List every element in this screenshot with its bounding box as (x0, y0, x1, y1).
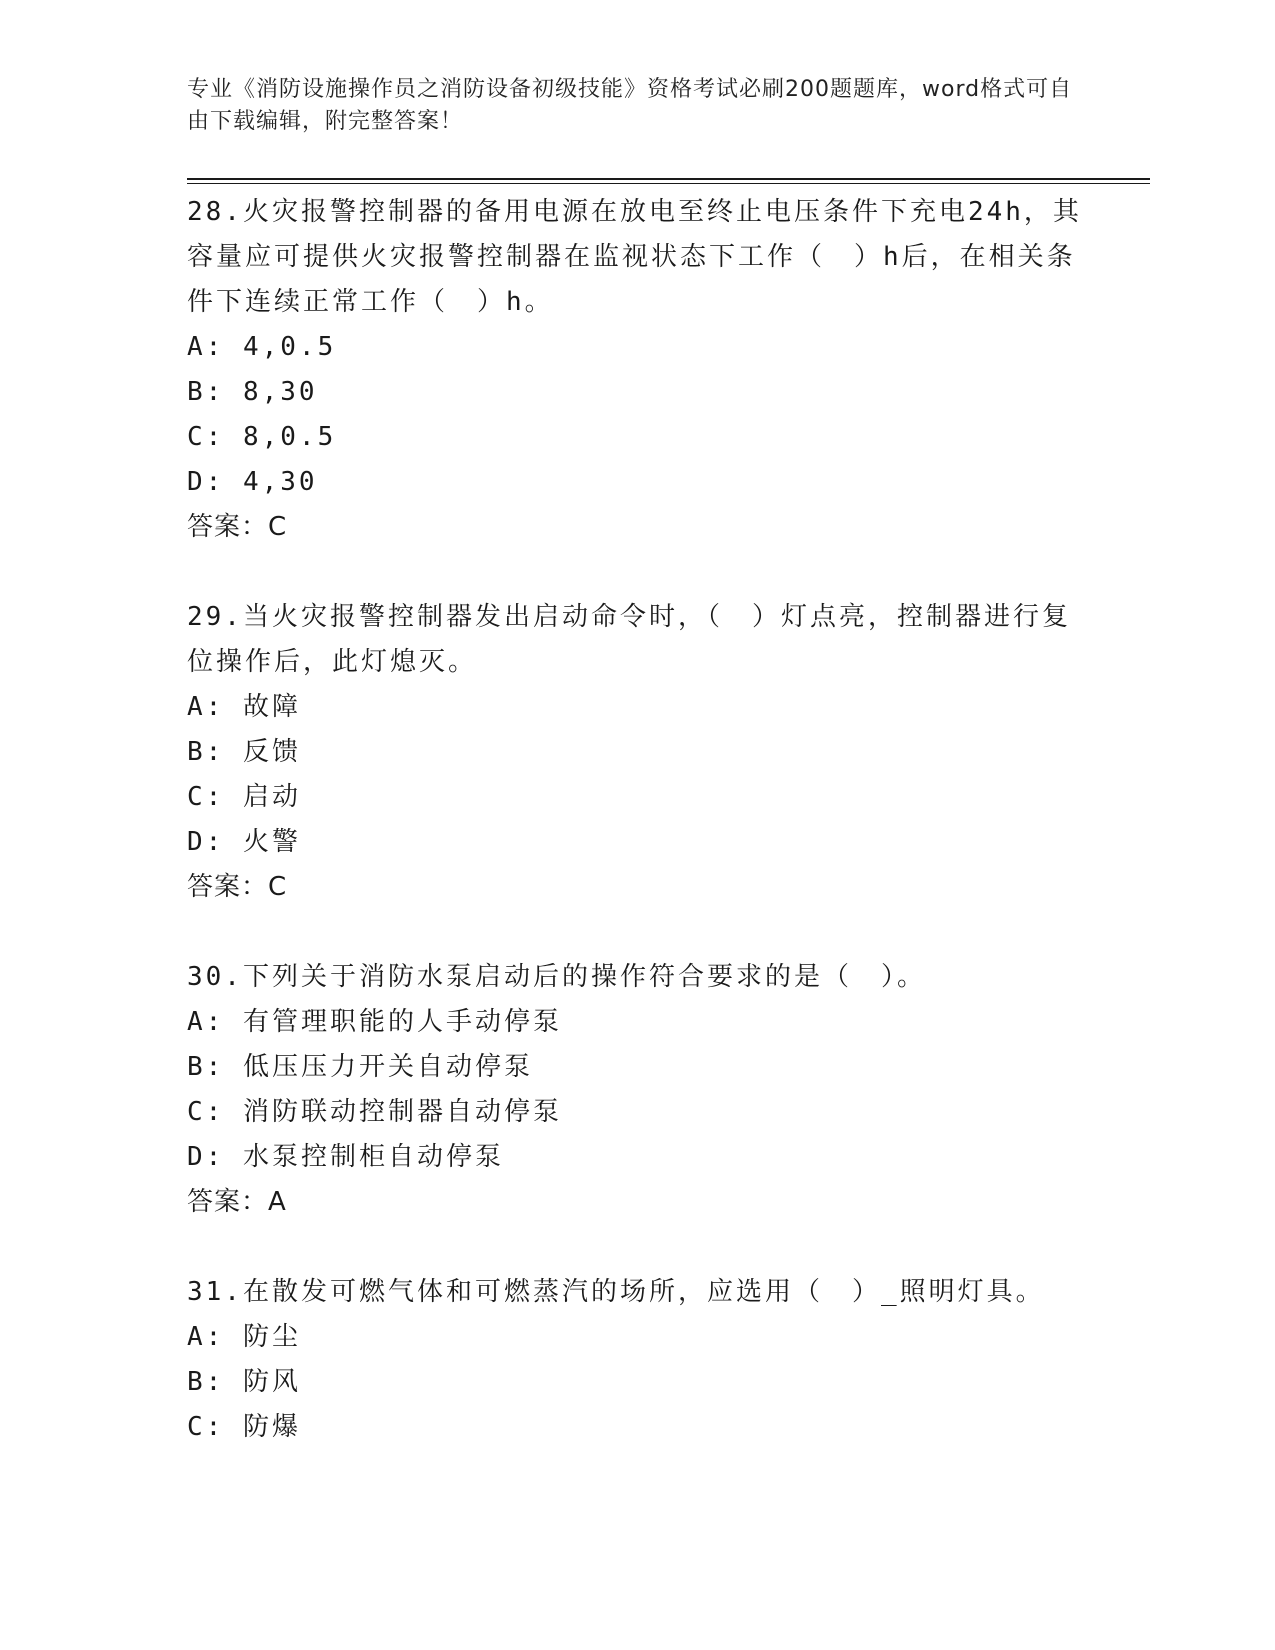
question-31 (187, 1270, 1087, 1450)
question-29 (187, 595, 1087, 910)
option-c: C: 消防联动控制器自动停泵 (187, 1097, 562, 1127)
option-a: A: 防尘 (187, 1322, 301, 1352)
option-d: D: 水泵控制柜自动停泵 (187, 1142, 504, 1172)
option-c: C: 启动 (187, 782, 301, 812)
option-d: D: 火警 (187, 827, 301, 857)
question-stem: 30.下列关于消防水泵启动后的操作符合要求的是（ ）。 (187, 962, 926, 992)
option-c: C: 8,0.5 (187, 422, 337, 452)
question-stem: 31.在散发可燃气体和可燃蒸汽的场所，应选用（ ）_照明灯具。 (187, 1277, 1045, 1307)
option-a: A: 4,0.5 (187, 332, 337, 362)
option-b: B: 反馈 (187, 737, 301, 767)
document-header: 专业《消防设施操作员之消防设备初级技能》资格考试必刷200题题库，word格式可自由下载编辑，附完整答案！ (187, 77, 1073, 134)
question-spacer (187, 910, 1087, 955)
answer-line: 答案：C (187, 512, 288, 542)
question-spacer (187, 1225, 1087, 1270)
question-30 (187, 955, 1087, 1225)
option-b: B: 防风 (187, 1367, 301, 1397)
option-a: A: 有管理职能的人手动停泵 (187, 1007, 562, 1037)
option-d: D: 4,30 (187, 467, 318, 497)
option-a: A: 故障 (187, 692, 301, 722)
answer-line: 答案：C (187, 872, 288, 902)
answer-line: 答案：A (187, 1187, 287, 1217)
question-28 (187, 190, 1087, 550)
header-divider-thin (187, 183, 1150, 184)
question-stem: 29.当火灾报警控制器发出启动命令时，（ ）灯点亮，控制器进行复位操作后，此灯熄灭。 (187, 602, 1071, 677)
option-c: C: 防爆 (187, 1412, 301, 1442)
question-list (187, 190, 1087, 1450)
option-b: B: 8,30 (187, 377, 318, 407)
question-stem: 28.火灾报警控制器的备用电源在放电至终止电压条件下充电24h，其容量应可提供火灾报警控制器在监视状态下工作（ ）h后，在相关条件下连续正常工作（ ）h。 (187, 197, 1082, 317)
header-divider-thick (187, 178, 1150, 180)
question-spacer (187, 550, 1087, 595)
option-b: B: 低压压力开关自动停泵 (187, 1052, 533, 1082)
